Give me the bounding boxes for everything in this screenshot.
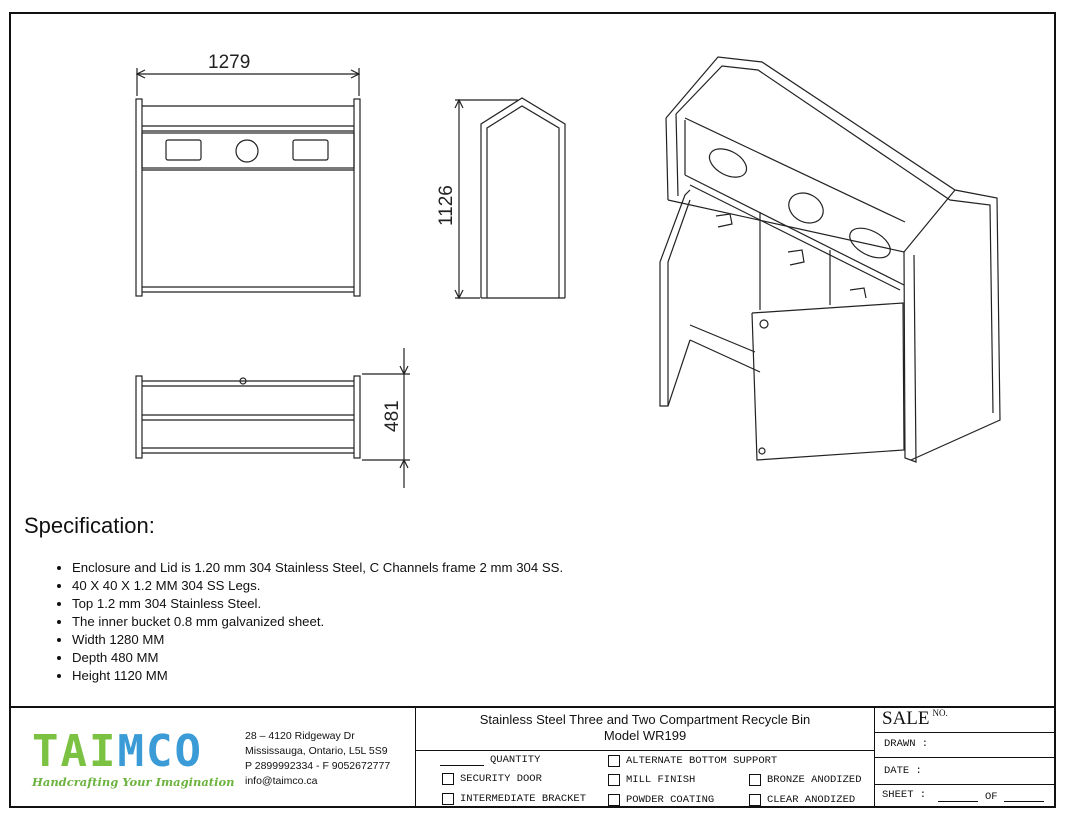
product-title: Stainless Steel Three and Two Compartment Recycle Bin — [479, 712, 811, 727]
option-label: ALTERNATE BOTTOM SUPPORT — [626, 755, 778, 767]
checkbox[interactable] — [608, 794, 620, 806]
side-view — [436, 98, 565, 298]
spec-item: • Height 1120 MM — [72, 667, 563, 685]
option-label: INTERMEDIATE BRACKET — [460, 793, 587, 805]
product-title-box — [416, 712, 874, 744]
checkbox[interactable] — [442, 773, 454, 785]
option-clear-anodized[interactable] — [749, 794, 855, 806]
checkbox[interactable] — [749, 794, 761, 806]
sale-number-label — [882, 708, 948, 730]
spec-item: • Depth 480 MM — [72, 649, 563, 667]
height-dimension: 1126 — [436, 185, 457, 226]
option-bronze-anodized[interactable] — [749, 774, 862, 786]
divider — [874, 732, 1056, 733]
company-logo — [32, 726, 235, 789]
checkbox[interactable] — [442, 793, 454, 805]
company-address — [245, 729, 390, 789]
option-label: BRONZE ANODIZED — [767, 774, 862, 786]
option-mill-finish[interactable] — [608, 774, 695, 786]
spec-item: • Enclosure and Lid is 1.20 mm 304 Stainless Steel, C Channels frame 2 mm 304 SS. — [72, 559, 563, 577]
sale-no-label: NO. — [932, 708, 948, 718]
width-dimension: 1279 — [208, 52, 251, 73]
spec-item: • The inner bucket 0.8 mm galvanized sheet. — [72, 613, 563, 631]
option-intermediate-bracket[interactable] — [442, 793, 586, 805]
spec-item: • 40 X 40 X 1.2 MM 304 SS Legs. — [72, 577, 563, 595]
logo-text-part2: MCO — [117, 726, 203, 777]
email: info@taimco.ca — [245, 775, 318, 787]
model-number: Model WR199 — [603, 728, 687, 743]
specification-heading: Specification: — [24, 513, 155, 538]
depth-dimension: 481 — [382, 400, 403, 432]
option-label: POWDER COATING — [626, 794, 715, 806]
logo-tagline: Handcrafting Your Imagination — [32, 775, 235, 789]
specification-list — [52, 559, 563, 685]
checkbox[interactable] — [608, 774, 620, 786]
quantity-label: QUANTITY — [490, 754, 541, 766]
option-label: CLEAR ANODIZED — [767, 794, 856, 806]
option-alternate-bottom-support[interactable] — [608, 755, 777, 767]
of-label: OF — [985, 791, 998, 803]
divider — [874, 784, 1056, 785]
divider — [874, 757, 1056, 758]
checkbox[interactable] — [608, 755, 620, 767]
sheet-blank — [938, 801, 978, 802]
option-security-door[interactable] — [442, 773, 542, 785]
sale-label: SALE — [882, 708, 930, 729]
checkbox[interactable] — [749, 774, 761, 786]
front-view — [136, 52, 360, 296]
phone-fax: P 2899992334 - F 9052672777 — [245, 760, 391, 772]
quantity-field — [440, 754, 540, 766]
logo-text-part1: TAI — [32, 726, 118, 777]
sheet-label: SHEET : — [882, 789, 927, 801]
isometric-view — [660, 57, 1000, 462]
spec-item: • Top 1.2 mm 304 Stainless Steel. — [72, 595, 563, 613]
option-label: MILL FINISH — [626, 774, 696, 786]
address-line: Mississauga, Ontario, L5L 5S9 — [245, 745, 388, 757]
spec-item: • Width 1280 MM — [72, 631, 563, 649]
drawn-label: DRAWN : — [884, 738, 929, 750]
date-label: DATE : — [884, 765, 922, 777]
of-blank — [1004, 801, 1044, 802]
option-label: SECURITY DOOR — [460, 773, 542, 785]
option-powder-coating[interactable] — [608, 794, 714, 806]
address-line: 28 – 4120 Ridgeway Dr — [245, 730, 355, 742]
top-view — [136, 348, 410, 488]
divider — [415, 750, 874, 751]
